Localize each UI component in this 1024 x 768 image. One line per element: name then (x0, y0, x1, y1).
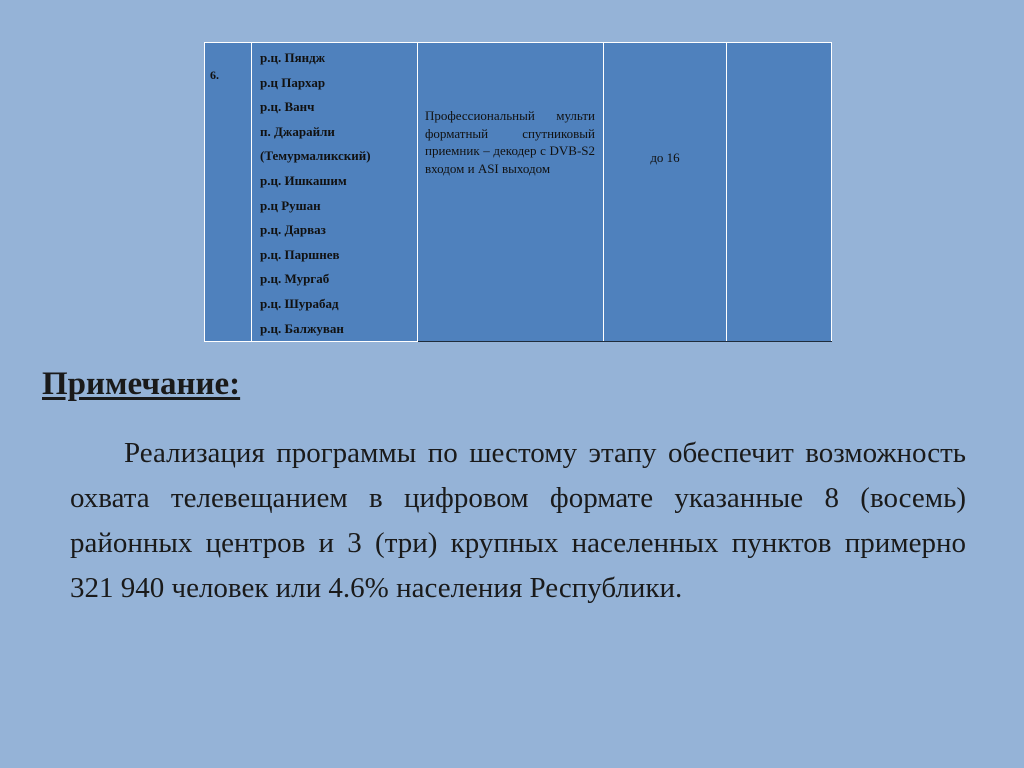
place-item: р.ц Рушан (260, 197, 321, 213)
place-item: р.ц. Пяндж (260, 50, 326, 65)
place-item: р.ц. Паршнев (260, 246, 340, 262)
empty-cell (727, 43, 832, 342)
place-item: р.ц. Дарваз (260, 222, 326, 238)
row-number-cell (205, 43, 252, 342)
equipment-table (204, 42, 832, 342)
place-item: р.ц. Ишкашим (260, 172, 347, 188)
places-cell (252, 43, 418, 342)
place-item: п. Джарайли (260, 123, 335, 139)
row-number: 6. (210, 68, 219, 82)
description-cell (418, 43, 604, 342)
note-heading: Примечание: (42, 366, 241, 402)
table-row (205, 43, 832, 342)
place-item: р.ц. Мургаб (260, 271, 330, 287)
place-item: р.ц. Ванч (260, 99, 315, 115)
place-item: р.ц. Балжуван (260, 320, 344, 336)
place-item: р.ц Пархар (260, 74, 326, 90)
equipment-description: Профессиональный мульти форматный спутниковый приемник – декодер с DVB-S2 входом и ASI выходом (425, 108, 595, 176)
note-body: Реализация программы по шестому этапу обеспечит возможность охвата телевещанием в цифровом формате указанные 8 (восемь) районных центров и 3 (три) крупных населенных пунктов примерно 321 940 человек или 4.6% населения Республики. (70, 437, 966, 604)
equipment-table-container (204, 42, 832, 334)
quantity-cell (604, 43, 727, 342)
equipment-quantity: до 16 (650, 150, 680, 165)
place-item: р.ц. Шурабад (260, 295, 339, 311)
place-item: (Темурмаликский) (260, 148, 371, 164)
places-list (252, 43, 417, 341)
